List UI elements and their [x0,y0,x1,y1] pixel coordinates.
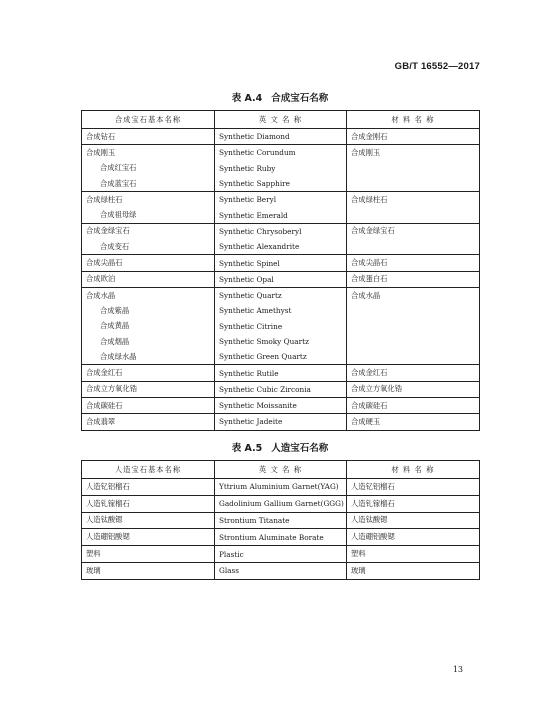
english-name-cell: Yttrium Aluminium Garnet(YAG) [215,479,347,496]
basic-name-cell: 合成欧泊 [82,271,215,287]
material-name-cell: 合成绿柱石 [347,192,480,208]
table-row [82,562,480,579]
material-name-cell: 人造钆镓榴石 [347,495,480,512]
english-name-cell: Synthetic Quartz [215,287,347,303]
basic-name-cell: 合成尖晶石 [82,255,215,271]
material-name-cell [347,207,480,223]
table-a4-name: 合成宝石名称 [271,93,329,104]
basic-name-cell: 人造钛酸锶 [82,512,215,529]
basic-name-cell: 合成红宝石 [82,161,215,176]
table-row [82,145,480,161]
basic-name-cell: 合成碳硅石 [82,398,215,414]
basic-name-cell: 合成变石 [82,239,215,255]
english-name-cell: Glass [215,562,347,579]
material-name-cell [347,303,480,318]
material-name-cell: 玻璃 [347,562,480,579]
standard-code: GB/T 16552—2017 [394,61,480,72]
basic-name-cell: 人造钆镓榴石 [82,495,215,512]
basic-name-cell: 合成紫晶 [82,303,215,318]
table-row [82,255,480,271]
column-header-english-name: 英 文 名 称 [215,111,347,129]
basic-name-cell: 合成水晶 [82,287,215,303]
material-name-cell [347,334,480,349]
table-row [82,512,480,529]
english-name-cell: Synthetic Cubic Zirconia [215,381,347,397]
material-name-cell: 合成金红石 [347,365,480,381]
basic-name-cell: 合成翡翠 [82,414,215,430]
english-name-cell: Synthetic Corundum [215,145,347,161]
english-name-cell: Synthetic Spinel [215,255,347,271]
basic-name-cell: 合成金绿宝石 [82,223,215,239]
table-a4-number: 表 A.4 [231,93,263,104]
table-a4 [81,110,480,431]
english-name-cell: Synthetic Green Quartz [215,349,347,365]
basic-name-cell: 合成黄晶 [82,319,215,334]
basic-name-cell: 合成绿水晶 [82,349,215,365]
material-name-cell [347,176,480,192]
material-name-cell [347,319,480,334]
table-row [82,239,480,255]
table-row [82,303,480,318]
english-name-cell: Plastic [215,546,347,563]
english-name-cell: Synthetic Smoky Quartz [215,334,347,349]
table-row [82,365,480,381]
english-name-cell: Synthetic Sapphire [215,176,347,192]
material-name-cell: 合成立方氧化锆 [347,381,480,397]
table-header-row [82,461,480,479]
english-name-cell: Synthetic Rutile [215,365,347,381]
english-name-cell: Synthetic Opal [215,271,347,287]
table-row [82,334,480,349]
material-name-cell: 合成金绿宝石 [347,223,480,239]
table-a4-title [0,90,560,104]
english-name-cell: Synthetic Diamond [215,129,347,145]
column-header-material-name: 材 料 名 称 [347,111,480,129]
table-a5-name: 人造宝石名称 [271,443,329,454]
table-a5 [81,460,480,580]
english-name-cell: Synthetic Citrine [215,319,347,334]
column-header-english-name: 英 文 名 称 [215,461,347,479]
material-name-cell: 合成蛋白石 [347,271,480,287]
table-row [82,495,480,512]
table-a5-title [0,440,560,454]
material-name-cell: 合成金刚石 [347,129,480,145]
table-row [82,381,480,397]
english-name-cell: Synthetic Beryl [215,192,347,208]
english-name-cell: Gadolinium Gallium Garnet(GGG) [215,495,347,512]
table-row [82,176,480,192]
material-name-cell: 合成硬玉 [347,414,480,430]
column-header-basic-name: 合成宝石基本名称 [82,111,215,129]
material-name-cell: 合成尖晶石 [347,255,480,271]
basic-name-cell: 合成刚玉 [82,145,215,161]
basic-name-cell: 玻璃 [82,562,215,579]
english-name-cell: Synthetic Moissanite [215,398,347,414]
material-name-cell [347,239,480,255]
table-row [82,414,480,430]
table-row [82,546,480,563]
english-name-cell: Strontium Aluminate Borate [215,529,347,546]
material-name-cell: 合成碳硅石 [347,398,480,414]
english-name-cell: Synthetic Jadeite [215,414,347,430]
material-name-cell: 塑料 [347,546,480,563]
table-row [82,319,480,334]
material-name-cell: 合成刚玉 [347,145,480,161]
table-row [82,207,480,223]
english-name-cell: Synthetic Amethyst [215,303,347,318]
table-row [82,398,480,414]
english-name-cell: Synthetic Ruby [215,161,347,176]
material-name-cell: 合成水晶 [347,287,480,303]
page-number: 13 [452,665,463,674]
table-row [82,161,480,176]
basic-name-cell: 合成立方氧化锆 [82,381,215,397]
material-name-cell: 人造钇铝榴石 [347,479,480,496]
basic-name-cell: 人造钇铝榴石 [82,479,215,496]
english-name-cell: Strontium Titanate [215,512,347,529]
table-row [82,223,480,239]
table-row [82,349,480,365]
table-row [82,271,480,287]
basic-name-cell: 合成祖母绿 [82,207,215,223]
material-name-cell [347,349,480,365]
english-name-cell: Synthetic Alexandrite [215,239,347,255]
english-name-cell: Synthetic Emerald [215,207,347,223]
table-a5-number: 表 A.5 [231,443,263,454]
basic-name-cell: 合成金红石 [82,365,215,381]
basic-name-cell: 合成蓝宝石 [82,176,215,192]
basic-name-cell: 塑料 [82,546,215,563]
basic-name-cell: 合成绿柱石 [82,192,215,208]
table-row [82,479,480,496]
column-header-material-name: 材 料 名 称 [347,461,480,479]
basic-name-cell: 人造硼铝酸锶 [82,529,215,546]
basic-name-cell: 合成烟晶 [82,334,215,349]
column-header-basic-name: 人造宝石基本名称 [82,461,215,479]
basic-name-cell: 合成钻石 [82,129,215,145]
material-name-cell: 人造钛酸锶 [347,512,480,529]
table-row [82,287,480,303]
material-name-cell: 人造硼铝酸锶 [347,529,480,546]
material-name-cell [347,161,480,176]
table-header-row [82,111,480,129]
english-name-cell: Synthetic Chrysoberyl [215,223,347,239]
table-row [82,529,480,546]
table-row [82,192,480,208]
table-row [82,129,480,145]
